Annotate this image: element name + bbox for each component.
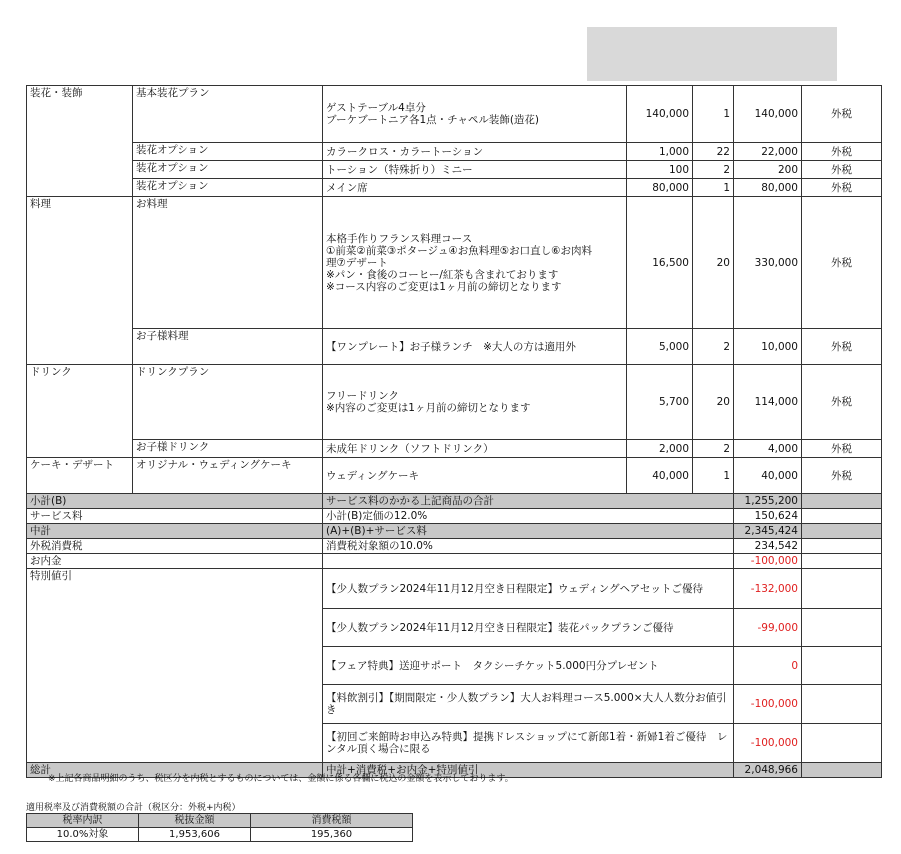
item-subcategory: お料理	[133, 197, 323, 329]
discount-empty-cell	[802, 724, 882, 763]
summary-amount: -100,000	[734, 554, 802, 569]
item-category: 装花・装飾	[27, 86, 133, 197]
item-subcategory: オリジナル・ウェディングケーキ	[133, 458, 323, 494]
discount-amount: 0	[734, 647, 802, 685]
summary-empty-cell	[802, 509, 882, 524]
summary-amount: 2,048,966	[734, 763, 802, 778]
item-amount: 40,000	[734, 458, 802, 494]
discount-description-text: 【料飲割引】【期間限定・少人数プラン】大人お料理コース5.000×大人人数分お値引き	[326, 692, 727, 716]
item-tax-type: 外税	[802, 329, 882, 365]
item-row	[27, 365, 882, 440]
summary-empty-cell	[802, 494, 882, 509]
summary-label: 中計	[27, 524, 323, 539]
item-tax-type: 外税	[802, 458, 882, 494]
item-unit-price: 5,000	[627, 329, 693, 365]
summary-description: サービス料のかかる上記商品の合計	[323, 494, 734, 509]
summary-description: 小計(B)定価の12.0%	[323, 509, 734, 524]
item-description-line: ※パン・食後のコーヒー/紅茶も含まれております	[326, 268, 559, 281]
item-unit-price: 5,700	[627, 365, 693, 440]
discount-amount: -100,000	[734, 685, 802, 724]
item-subcategory: 基本装花プラン	[133, 86, 323, 143]
item-tax-type: 外税	[802, 197, 882, 329]
item-description	[323, 440, 627, 458]
item-row	[27, 440, 882, 458]
discount-amount: -132,000	[734, 569, 802, 609]
discount-row	[27, 569, 882, 609]
summary-empty-cell	[802, 524, 882, 539]
item-description-line: 本格手作りフランス料理コース	[326, 232, 473, 245]
summary-empty-cell	[802, 539, 882, 554]
tax-header-rate: 税率内訳	[27, 814, 139, 828]
tax-note: ※上記各商品明細のうち、税区分を内税とするものについては、金額に係る各欄に税込の金額を表示しております。	[48, 774, 514, 784]
discount-empty-cell	[802, 647, 882, 685]
item-unit-price: 100	[627, 161, 693, 179]
item-unit-price: 1,000	[627, 143, 693, 161]
item-quantity: 1	[693, 86, 734, 143]
summary-row	[27, 494, 882, 509]
discount-amount: -99,000	[734, 609, 802, 647]
summary-empty-cell	[802, 554, 882, 569]
item-subcategory: ドリンクプラン	[133, 365, 323, 440]
item-unit-price: 80,000	[627, 179, 693, 197]
item-description-line: フリードリンク	[326, 390, 399, 402]
item-description-line: ブーケブートニア各1点・チャペル装飾(造花)	[326, 114, 540, 126]
item-description	[323, 329, 627, 365]
summary-row	[27, 509, 882, 524]
item-row	[27, 329, 882, 365]
tax-table-caption: 適用税率及び消費税額の合計（税区分：外税+内税）	[26, 803, 241, 813]
item-description-line: 未成年ドリンク（ソフトドリンク）	[326, 442, 494, 455]
item-amount: 114,000	[734, 365, 802, 440]
item-description-line: カラークロス・カラートーション	[326, 145, 484, 158]
discount-description	[323, 569, 734, 609]
discount-empty-cell	[802, 569, 882, 609]
summary-row	[27, 539, 882, 554]
item-description-line: ①前菜②前菜③ポタージュ④お魚料理⑤お口直し⑥お肉料	[326, 244, 593, 257]
summary-label: 外税消費税	[27, 539, 323, 554]
discount-amount: -100,000	[734, 724, 802, 763]
item-tax-type: 外税	[802, 365, 882, 440]
item-tax-type: 外税	[802, 179, 882, 197]
item-unit-price: 2,000	[627, 440, 693, 458]
tax-header-tax: 消費税額	[251, 814, 413, 828]
item-tax-type: 外税	[802, 161, 882, 179]
item-amount: 4,000	[734, 440, 802, 458]
tax-header-excl: 税抜金額	[139, 814, 251, 828]
item-quantity: 1	[693, 179, 734, 197]
item-unit-price: 16,500	[627, 197, 693, 329]
item-amount: 330,000	[734, 197, 802, 329]
item-subcategory: 装花オプション	[133, 143, 323, 161]
item-unit-price: 140,000	[627, 86, 693, 143]
item-description	[323, 197, 627, 329]
tax-summary-table	[26, 813, 413, 842]
item-description	[323, 161, 627, 179]
item-subcategory: お子様ドリンク	[133, 440, 323, 458]
header-placeholder-box	[587, 27, 837, 81]
summary-amount: 234,542	[734, 539, 802, 554]
item-description	[323, 458, 627, 494]
summary-description: 中計+消費税+お内金+特別値引	[323, 763, 734, 778]
item-tax-type: 外税	[802, 143, 882, 161]
summary-label: 総計	[27, 763, 323, 778]
item-row	[27, 179, 882, 197]
item-quantity: 2	[693, 440, 734, 458]
item-category: ドリンク	[27, 365, 133, 458]
summary-description: (A)+(B)+サービス料	[323, 524, 734, 539]
item-description	[323, 179, 627, 197]
item-quantity: 1	[693, 458, 734, 494]
summary-amount: 150,624	[734, 509, 802, 524]
item-description-line: トーション（特殊折り）ミニー	[326, 163, 473, 176]
tax-amount: 195,360	[251, 828, 413, 842]
discount-description	[323, 609, 734, 647]
summary-body	[27, 494, 882, 778]
summary-empty-cell	[802, 763, 882, 778]
summary-label: 小計(B)	[27, 494, 323, 509]
item-description-line: メイン席	[326, 181, 368, 194]
item-tax-type: 外税	[802, 440, 882, 458]
item-subcategory: 装花オプション	[133, 179, 323, 197]
tax-table-header-row	[27, 814, 413, 828]
item-quantity: 20	[693, 197, 734, 329]
summary-label: お内金	[27, 554, 323, 569]
tax-rate: 10.0%対象	[27, 828, 139, 842]
item-tax-type: 外税	[802, 86, 882, 143]
item-description-line: ※内容のご変更は1ヶ月前の締切となります	[326, 402, 531, 414]
discount-label: 特別値引	[27, 569, 323, 763]
item-quantity: 2	[693, 161, 734, 179]
summary-description: 消費税対象額の10.0%	[323, 539, 734, 554]
discount-description-text: 【少人数プラン2024年11月12月空き日程限定】ウェディングヘアセットご優待	[326, 582, 704, 595]
item-row	[27, 458, 882, 494]
discount-description-text: 【少人数プラン2024年11月12月空き日程限定】装花パックプランご優待	[326, 621, 674, 634]
item-row	[27, 161, 882, 179]
item-category: ケーキ・デザート	[27, 458, 133, 494]
item-amount: 140,000	[734, 86, 802, 143]
item-quantity: 2	[693, 329, 734, 365]
summary-label: サービス料	[27, 509, 323, 524]
item-description-line: ゲストテーブル4卓分	[326, 102, 426, 114]
discount-description-text: 【フェア特典】送迎サポート タクシーチケット5.000円分プレゼント	[326, 659, 659, 672]
discount-description	[323, 685, 734, 724]
summary-row	[27, 524, 882, 539]
tax-table-row	[27, 828, 413, 842]
item-quantity: 20	[693, 365, 734, 440]
item-amount: 80,000	[734, 179, 802, 197]
item-amount: 200	[734, 161, 802, 179]
item-quantity: 22	[693, 143, 734, 161]
discount-description-text: 【初回ご来館時お申込み特典】提携ドレスショップにて新郎1着・新婦1着ご優待 レンタル頂く場合に限る	[326, 731, 728, 755]
item-description	[323, 365, 627, 440]
discount-description	[323, 724, 734, 763]
item-row	[27, 197, 882, 329]
item-amount: 10,000	[734, 329, 802, 365]
summary-row	[27, 554, 882, 569]
item-description-line: 【ワンプレート】お子様ランチ ※大人の方は適用外	[326, 340, 576, 353]
item-description-line: ウェディングケーキ	[326, 469, 420, 482]
item-description	[323, 86, 627, 143]
summary-description	[323, 554, 734, 569]
item-amount: 22,000	[734, 143, 802, 161]
item-description	[323, 143, 627, 161]
item-category: 料理	[27, 197, 133, 365]
item-unit-price: 40,000	[627, 458, 693, 494]
items-body	[27, 86, 882, 494]
summary-amount: 2,345,424	[734, 524, 802, 539]
item-description-line: ※コース内容のご変更は1ヶ月前の締切となります	[326, 280, 562, 293]
item-row	[27, 86, 882, 143]
discount-empty-cell	[802, 609, 882, 647]
tax-excl-amount: 1,953,606	[139, 828, 251, 842]
item-description-line: 理⑦デザート	[326, 256, 388, 269]
discount-description	[323, 647, 734, 685]
item-subcategory: 装花オプション	[133, 161, 323, 179]
discount-empty-cell	[802, 685, 882, 724]
estimate-table	[26, 85, 882, 778]
summary-amount: 1,255,200	[734, 494, 802, 509]
item-row	[27, 143, 882, 161]
item-subcategory: お子様料理	[133, 329, 323, 365]
